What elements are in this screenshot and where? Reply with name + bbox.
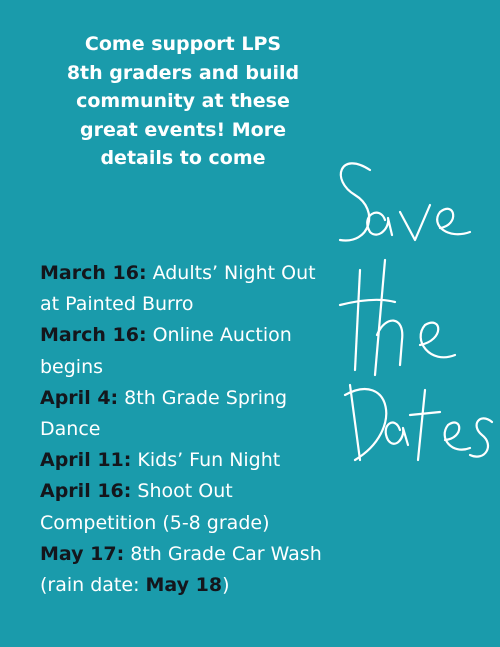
script-word-dates (345, 385, 492, 460)
intro-line: 8th graders and build (66, 61, 300, 84)
event-date: May 17: (40, 542, 125, 565)
event-item (40, 445, 340, 476)
events-list (40, 258, 340, 601)
intro-line: community at these (76, 90, 290, 112)
event-date: March 16: (40, 262, 147, 284)
script-word-save (340, 163, 470, 240)
event-description: Adults’ Night Out at Painted Burro (40, 262, 316, 316)
intro-line: great events! More (80, 118, 286, 141)
event-item (40, 539, 340, 601)
event-item (40, 320, 340, 382)
event-description: Kids’ Fun Night (131, 449, 281, 472)
save-the-dates-script (330, 140, 500, 480)
intro-text (38, 30, 328, 173)
event-description: 8th Grade Car Wash (rain date: (40, 542, 322, 597)
event-date: April 4: (40, 386, 119, 409)
event-description-suffix: ) (222, 574, 230, 597)
event-date: March 16: (40, 324, 147, 347)
script-word-the (340, 260, 455, 375)
event-date: April 11: (40, 449, 132, 472)
event-description: Online Auction begins (40, 324, 292, 378)
intro-line: Come support LPS (84, 33, 282, 55)
event-description: 8th Grade Spring Dance (40, 386, 288, 441)
event-date: April 16: (40, 480, 132, 503)
event-description: Shoot Out Competition (5-8 grade) (40, 480, 270, 534)
rain-date: May 18 (145, 574, 223, 597)
event-item (40, 258, 340, 320)
event-item (40, 383, 340, 445)
intro-line: details to come (100, 147, 266, 169)
event-item (40, 476, 340, 538)
